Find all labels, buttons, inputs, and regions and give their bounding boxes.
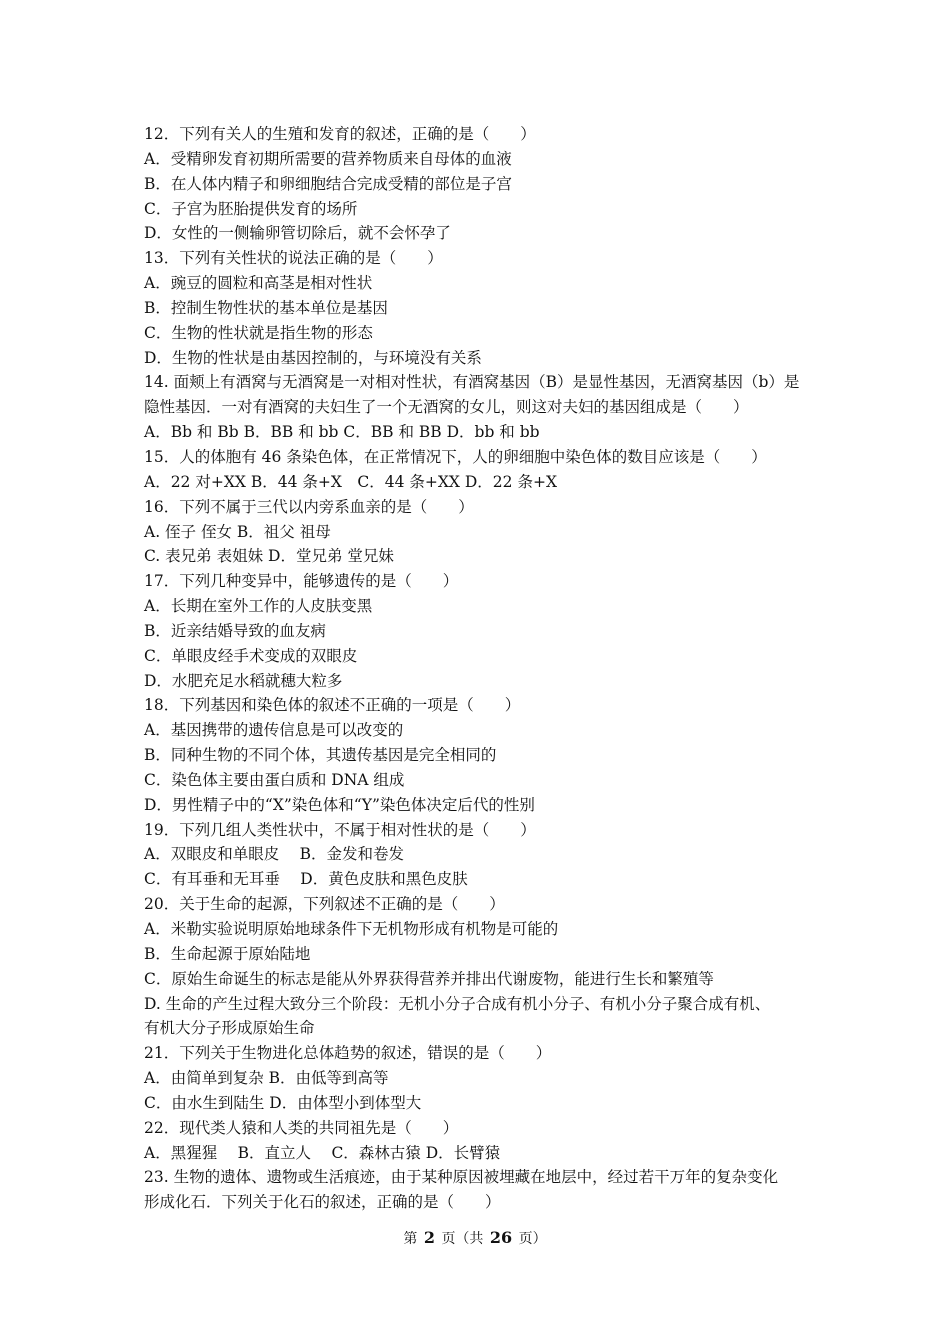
question-17-stem: 17．下列几种变异中，能够遗传的是（ ） [144, 572, 459, 591]
question-12-option-b: B．在人体内精子和卵细胞结合完成受精的部位是子宫 [144, 174, 512, 193]
question-20-option-d-line-1: D. 生命的产生过程大致分三个阶段：无机小分子合成有机小分子、有机小分子聚合成有机、 [144, 994, 771, 1013]
question-18-option-d: D．男性精子中的“X”染色体和“Y”染色体决定后代的性别 [144, 795, 535, 814]
question-14-stem-line-1: 14. 面颊上有酒窝与无酒窝是一对相对性状，有酒窝基因（B）是显性基因，无酒窝基因（b）是 [144, 373, 800, 392]
question-21-options-cd: C．由水生到陆生 D．由体型小到体型大 [144, 1093, 422, 1112]
question-13-stem: 13．下列有关性状的说法正确的是（ ） [144, 249, 443, 268]
question-16-options-ab: A. 侄子 侄女 B．祖父 祖母 [144, 522, 331, 541]
question-20-option-d-line-2: 有机大分子形成原始生命 [144, 1019, 315, 1038]
question-18-option-b: B．同种生物的不同个体，其遗传基因是完全相同的 [144, 746, 497, 765]
question-12-option-c: C．子宫为胚胎提供发育的场所 [144, 199, 358, 218]
question-17-option-d: D．水肥充足水稻就穗大粒多 [144, 671, 343, 690]
question-19-options-cd: C．有耳垂和无耳垂 D．黄色皮肤和黑色皮肤 [144, 870, 468, 889]
question-20-option-c: C．原始生命诞生的标志是能从外界获得营养并排出代谢废物，能进行生长和繁殖等 [144, 969, 714, 988]
question-18-option-c: C．染色体主要由蛋白质和 DNA 组成 [144, 770, 405, 789]
question-19-stem: 19．下列几组人类性状中，不属于相对性状的是（ ） [144, 820, 536, 839]
footer-suffix: 页） [518, 1231, 547, 1247]
question-14-stem-line-2: 隐性基因．一对有酒窝的夫妇生了一个无酒窝的女儿，则这对夫妇的基因组成是（ ） [144, 398, 749, 417]
footer-middle: 页（共 [441, 1231, 484, 1247]
question-18-option-a: A．基因携带的遗传信息是可以改变的 [144, 721, 404, 740]
question-14-options: A．Bb 和 Bb B．BB 和 bb C．BB 和 BB D．bb 和 bb [144, 423, 540, 442]
question-21-stem: 21．下列关于生物进化总体趋势的叙述，错误的是（ ） [144, 1044, 552, 1063]
question-20-option-a: A．米勒实验说明原始地球条件下无机物形成有机物是可能的 [144, 920, 559, 938]
footer-prefix: 第 [403, 1231, 418, 1247]
page-footer [0, 1228, 950, 1249]
question-15-options: A．22 对+XX B．44 条+X C．44 条+XX D．22 条+X [144, 472, 557, 491]
question-18-stem: 18．下列基因和染色体的叙述不正确的一项是（ ） [144, 696, 521, 715]
question-20-option-b: B．生命起源于原始陆地 [144, 944, 311, 963]
question-12-option-a: A．受精卵发育初期所需要的营养物质来自母体的血液 [144, 149, 512, 168]
question-15-stem: 15．人的体胞有 46 条染色体，在正常情况下，人的卵细胞中染色体的数目应该是（ ） [144, 447, 767, 466]
question-17-option-a: A．长期在室外工作的人皮肤变黑 [144, 597, 373, 616]
question-16-stem: 16．下列不属于三代以内旁系血亲的是（ ） [144, 497, 474, 516]
question-21-options-ab: A．由简单到复杂 B．由低等到高等 [144, 1069, 389, 1088]
question-13-option-a: A．豌豆的圆粒和高茎是相对性状 [144, 274, 373, 293]
question-23-stem-line-2: 形成化石．下列关于化石的叙述，正确的是（ ） [144, 1193, 501, 1212]
question-16-options-cd: C. 表兄弟 表姐妹 D．堂兄弟 堂兄妹 [144, 547, 394, 566]
question-22-stem: 22．现代类人猿和人类的共同祖先是（ ） [144, 1118, 459, 1137]
question-17-option-b: B．近亲结婚导致的血友病 [144, 621, 326, 640]
question-12-stem: 12．下列有关人的生殖和发育的叙述，正确的是（ ） [144, 125, 536, 143]
question-13-option-d: D．生物的性状是由基因控制的，与环境没有关系 [144, 348, 482, 367]
footer-page-number: 2 [423, 1228, 435, 1247]
question-22-options: A．黑猩猩 B．直立人 C．森林古猿 D．长臂猿 [144, 1143, 501, 1162]
footer-total-pages: 26 [489, 1228, 513, 1247]
question-20-stem: 20．关于生命的起源，下列叙述不正确的是（ ） [144, 895, 505, 914]
question-12-option-d: D．女性的一侧输卵管切除后，就不会怀孕了 [144, 224, 451, 243]
question-13-option-b: B．控制生物性状的基本单位是基因 [144, 298, 388, 317]
question-17-option-c: C．单眼皮经手术变成的双眼皮 [144, 646, 358, 665]
question-13-option-c: C．生物的性状就是指生物的形态 [144, 323, 373, 342]
question-23-stem-line-1: 23. 生物的遗体、遗物或生活痕迹，由于某种原因被埋藏在地层中，经过若干万年的复杂变化 [144, 1168, 779, 1187]
question-19-options-ab: A．双眼皮和单眼皮 B．金发和卷发 [144, 845, 405, 864]
page-content [144, 122, 814, 1215]
